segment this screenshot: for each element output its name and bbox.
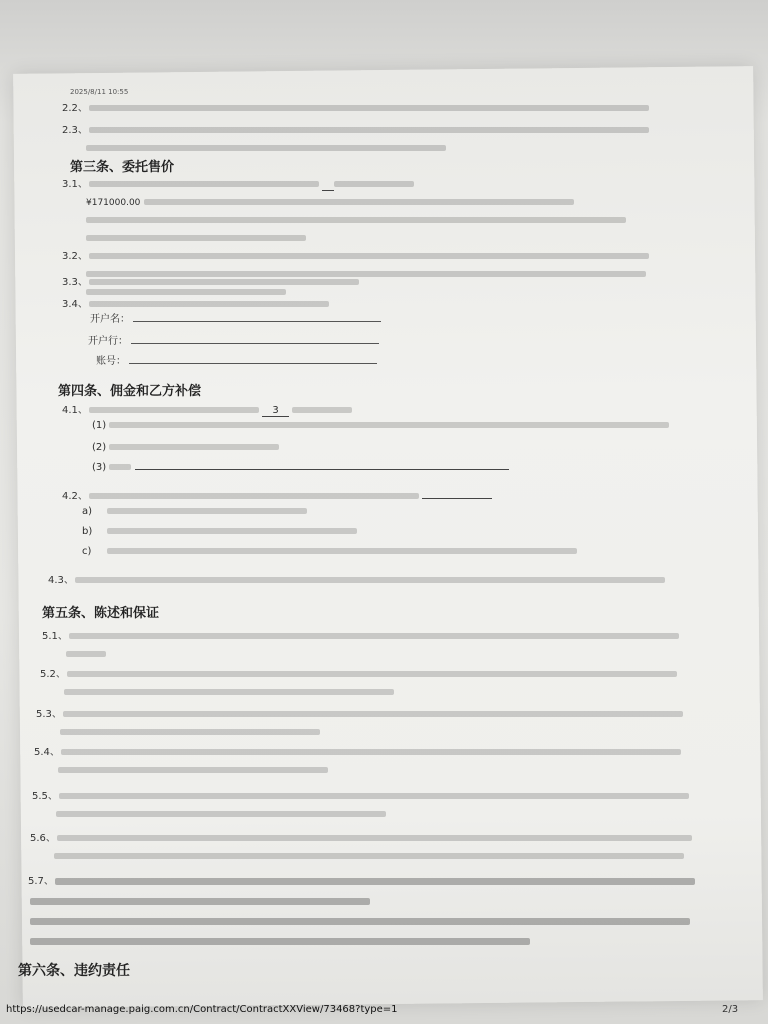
item-label: a) [82, 506, 93, 517]
account-bank-label: 开户行： [88, 336, 128, 347]
illegible-text [107, 548, 577, 554]
clause-4-2 [62, 488, 698, 506]
illegible-text [59, 793, 689, 799]
print-timestamp: 2025/8/11 10:55 [70, 88, 129, 96]
section-4-heading: 第四条、佣金和乙方补偿 [58, 384, 202, 399]
illegible-text [75, 577, 665, 583]
commission-option-3 [92, 462, 509, 473]
account-number-label: 账号： [96, 356, 126, 367]
section-5-heading: 第五条、陈述和保证 [42, 606, 160, 621]
clause-number: 4.1、 [62, 405, 88, 416]
clause-number: 3.4、 [62, 299, 88, 310]
clause-number: 5.7、 [28, 876, 54, 887]
item-label: b) [82, 526, 93, 537]
account-number-value [129, 363, 377, 364]
clause-number: 5.3、 [36, 709, 62, 720]
clause-2-3 [62, 122, 698, 158]
clause-4-2-item-a [82, 506, 307, 517]
illegible-text [61, 749, 681, 755]
account-number-field [96, 352, 377, 367]
commission-option-2 [92, 442, 279, 453]
clause-4-2-item-b [82, 526, 357, 537]
account-bank-field [88, 332, 379, 347]
account-bank-value [131, 343, 379, 344]
illegible-text [334, 181, 414, 187]
illegible-text [89, 253, 649, 259]
clause-number: 5.5、 [32, 791, 58, 802]
clause-number: 5.6、 [30, 833, 56, 844]
clause-number: 5.1、 [42, 631, 68, 642]
illegible-text [64, 689, 394, 695]
clause-number: 3.3、 [62, 277, 88, 288]
illegible-text [55, 878, 695, 885]
illegible-text [66, 651, 106, 657]
price-in-words [322, 180, 334, 191]
illegible-text [89, 279, 359, 285]
compensation-amount-blank [422, 498, 492, 499]
clause-3-1 [62, 176, 698, 248]
clause-5-2 [40, 666, 700, 702]
page-number: 2/3 [722, 1004, 739, 1015]
illegible-text [107, 528, 357, 534]
page-url: https://usedcar-manage.paig.com.cn/Contract/ContractXXView/73468?type=1 [6, 1004, 398, 1015]
illegible-text [54, 853, 684, 859]
clause-number: 4.3、 [48, 575, 74, 586]
option-label: (3) [92, 462, 107, 473]
illegible-text [89, 127, 649, 133]
commission-method-number: 3 [262, 405, 288, 417]
section-3-heading: 第三条、委托售价 [70, 160, 175, 175]
section-6-heading: 第六条、违约责任 [18, 963, 130, 979]
illegible-text [56, 811, 386, 817]
clause-number: 2.3、 [62, 125, 88, 136]
clause-4-2-item-c [82, 546, 577, 557]
clause-number: 3.2、 [62, 251, 88, 262]
illegible-text [109, 422, 669, 428]
clause-5-1 [42, 628, 702, 664]
illegible-text [89, 181, 319, 187]
illegible-text [57, 835, 692, 841]
item-label: c) [82, 546, 92, 557]
illegible-text [30, 918, 690, 925]
illegible-text [58, 767, 328, 773]
clause-number: 3.1、 [62, 179, 88, 190]
option-label: (1) [92, 420, 107, 431]
illegible-text [89, 301, 329, 307]
illegible-text [60, 729, 320, 735]
illegible-text [63, 711, 683, 717]
illegible-text [86, 235, 306, 241]
clause-3-3 [62, 274, 698, 292]
illegible-text [86, 217, 626, 223]
clause-4-1 [62, 402, 698, 420]
account-holder-label: 开户名： [90, 314, 130, 325]
illegible-text [89, 493, 419, 499]
price-in-figures: ¥171000.00 [86, 198, 141, 208]
illegible-text [30, 898, 370, 905]
clause-5-5 [32, 788, 702, 824]
account-holder-field [90, 310, 381, 325]
illegible-text [30, 938, 530, 945]
clause-number: 4.2、 [62, 491, 88, 502]
illegible-text [86, 145, 446, 151]
illegible-text [89, 105, 649, 111]
clause-number: 5.2、 [40, 669, 66, 680]
illegible-text [107, 508, 307, 514]
clause-5-4 [34, 744, 700, 780]
illegible-text [67, 671, 677, 677]
commission-option-1 [92, 420, 669, 431]
option-label: (2) [92, 442, 107, 453]
clause-number: 5.4、 [34, 747, 60, 758]
clause-2-2 [62, 100, 698, 118]
clause-5-7 [28, 872, 708, 952]
clause-5-6 [30, 830, 702, 866]
clause-5-3 [36, 706, 702, 742]
account-holder-value [133, 321, 381, 322]
illegible-text [89, 407, 259, 413]
illegible-text [144, 199, 574, 205]
illegible-text [69, 633, 679, 639]
clause-number: 2.2、 [62, 103, 88, 114]
clause-4-3 [48, 572, 684, 590]
illegible-text [109, 464, 131, 470]
illegible-text [292, 407, 352, 413]
illegible-text [109, 444, 279, 450]
commission-option-3-value [135, 469, 509, 470]
